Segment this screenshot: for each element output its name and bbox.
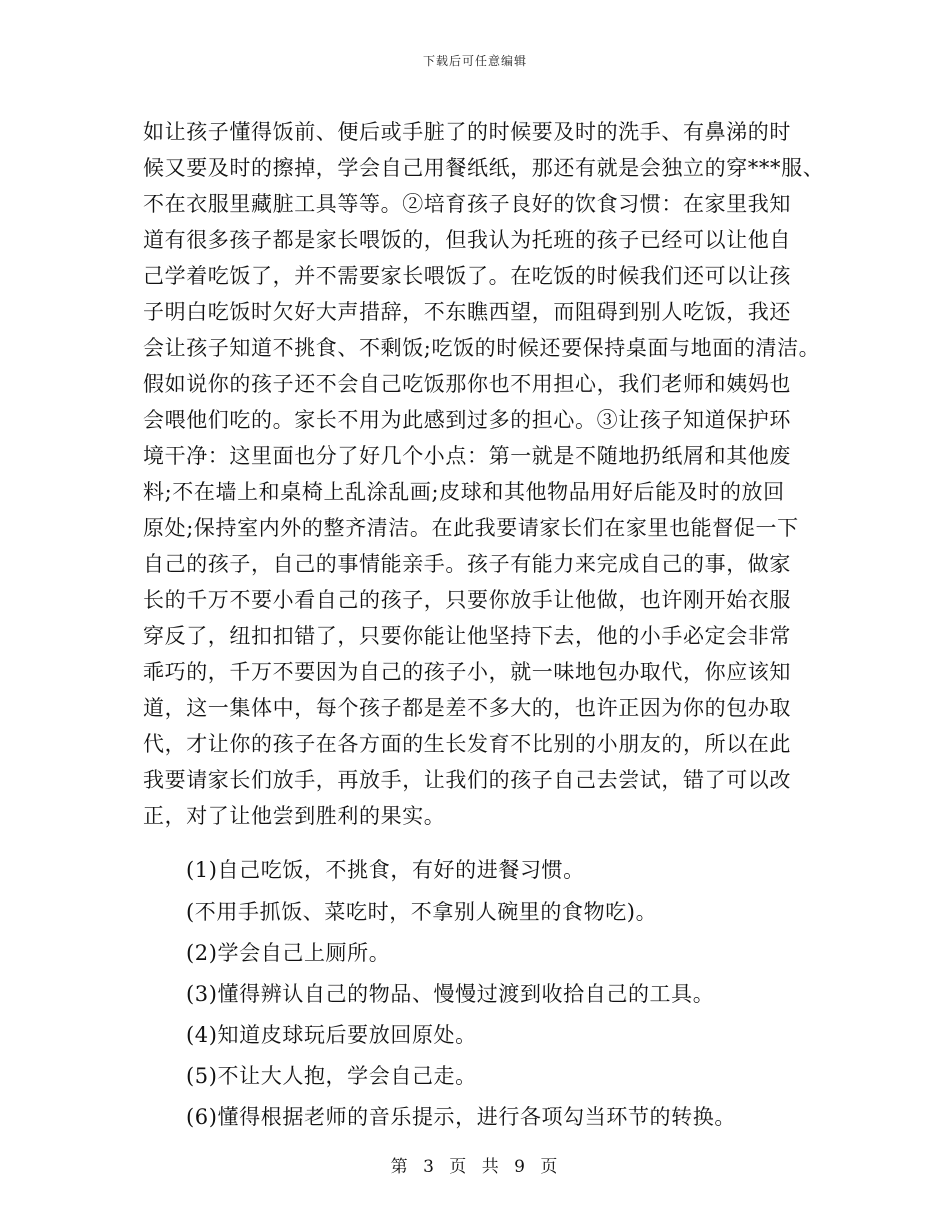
list-item: (6)懂得根据老师的音乐提示，进行各项勾当环节的转换。 xyxy=(186,1105,736,1129)
paragraph-line: 子明白吃饭时欠好大声措辞，不东瞧西望，而阻碍到别人吃饭，我还 xyxy=(143,300,791,324)
paragraph-line: 不在衣服里藏脏工具等等。②培育孩子良好的饮食习惯：在家里我知 xyxy=(143,192,791,216)
paragraph-line: 料;不在墙上和桌椅上乱涂乱画;皮球和其他物品用好后能及时的放回 xyxy=(143,480,785,504)
paragraph-line: 如让孩子懂得饭前、便后或手脏了的时候要及时的洗手、有鼻涕的时 xyxy=(143,120,791,144)
list-item: (5)不让大人抱，学会自己走。 xyxy=(186,1064,477,1088)
paragraph-line: 己学着吃饭了，并不需要家长喂饭了。在吃饭的时候我们还可以让孩 xyxy=(143,264,791,288)
paragraph-line: 道，这一集体中，每个孩子都是差不多大的，也许正因为你的包办取 xyxy=(143,696,791,720)
list-item: (4)知道皮球玩后要放回原处。 xyxy=(186,1023,477,1047)
paragraph-line: 正，对了让他尝到胜利的果实。 xyxy=(143,804,446,828)
paragraph-line: 代，才让你的孩子在各方面的生长发育不比别的小朋友的，所以在此 xyxy=(143,732,791,756)
paragraph-line: 境干净：这里面也分了好几个小点：第一就是不随地扔纸屑和其他废 xyxy=(143,444,791,468)
paragraph-line: 穿反了，纽扣扣错了，只要你能让他坚持下去，他的小手必定会非常 xyxy=(143,624,791,648)
paragraph-line: 道有很多孩子都是家长喂饭的，但我认为托班的孩子已经可以让他自 xyxy=(143,228,791,252)
list-item: (2)学会自己上厕所。 xyxy=(186,941,391,965)
paragraph-line: 原处;保持室内外的整齐清洁。在此我要请家长们在家里也能督促一下 xyxy=(143,516,799,540)
paragraph-line: 会让孩子知道不挑食、不剩饭;吃饭的时候还要保持桌面与地面的清洁。 xyxy=(143,336,821,360)
paragraph-line: 自己的孩子，自己的事情能亲手。孩子有能力来完成自己的事，做家 xyxy=(143,552,791,576)
paragraph-line: 假如说你的孩子还不会自己吃饭那你也不用担心，我们老师和姨妈也 xyxy=(143,372,791,396)
list-item: (3)懂得辨认自己的物品、慢慢过渡到收拾自己的工具。 xyxy=(186,982,715,1006)
list-item: (不用手抓饭、菜吃时，不拿别人碗里的食物吃)。 xyxy=(186,900,658,924)
paragraph-line: 我要请家长们放手，再放手，让我们的孩子自己去尝试，错了可以改 xyxy=(143,768,791,792)
paragraph-line: 乖巧的，千万不要因为自己的孩子小，就一味地包办取代，你应该知 xyxy=(143,660,791,684)
list-item: (1)自己吃饭，不挑食，有好的进餐习惯。 xyxy=(186,858,585,882)
page-header-note: 下载后可任意编辑 xyxy=(422,54,527,68)
paragraph-line: 候又要及时的擦掉，学会自己用餐纸纸，那还有就是会独立的穿***服、 xyxy=(143,156,825,180)
paragraph-line: 长的千万不要小看自己的孩子，只要你放手让他做，也许刚开始衣服 xyxy=(143,588,791,612)
page-number-footer: 第 3 页 共 9 页 xyxy=(390,1157,560,1177)
paragraph-line: 会喂他们吃的。家长不用为此感到过多的担心。③让孩子知道保护环 xyxy=(143,408,791,432)
